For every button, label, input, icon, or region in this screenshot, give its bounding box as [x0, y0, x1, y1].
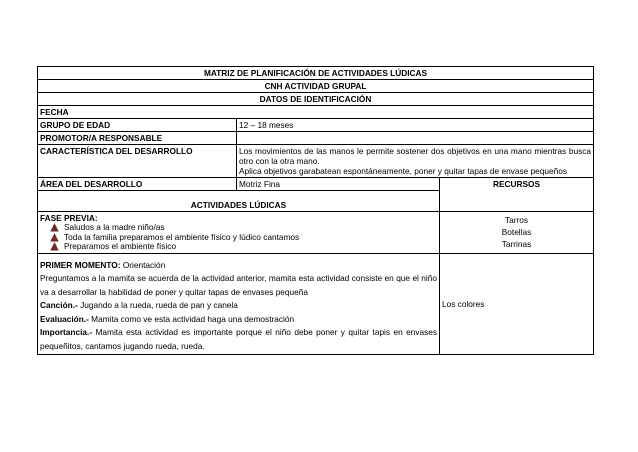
cancion-label: Canción.-: [40, 300, 78, 310]
grupo-row: [38, 119, 594, 132]
actividades-header: ACTIVIDADES LÚDICAS: [38, 191, 440, 212]
bullet-icon: [50, 233, 59, 242]
fase-previa-item: Preparamos el ambiente físico: [64, 241, 177, 251]
primer-momento-text: Preguntamos a la mamita se acuerda de la actividad anterior, mamita esta actividad consiste en que el niño va a desarrollar la habilidad de poner y quitar tapas de envases pequeña: [40, 273, 437, 297]
promotor-row: [38, 132, 594, 145]
primer-momento-title-suffix: Orientación: [120, 259, 166, 270]
matrix-subtitle: CNH ACTIVIDAD GRUPAL: [38, 80, 594, 93]
area-value: Motriz Fina: [237, 178, 440, 191]
cancion-text: Jugando a la rueda, rueda de pan y canela: [77, 300, 238, 310]
resource-item: Tarros: [504, 215, 529, 226]
primer-momento-row: [38, 253, 594, 355]
fecha-label: FECHA: [38, 106, 594, 119]
list-item: [50, 242, 437, 252]
fase-previa-item: Toda la familia preparamos el ambiente físico y lúdico cantamos: [64, 231, 300, 242]
promotor-value: [237, 132, 594, 145]
area-row: [38, 178, 594, 191]
primer-momento-resource: Los colores: [440, 253, 594, 355]
primer-momento-heading: [40, 259, 437, 273]
fase-previa-list: [40, 223, 437, 252]
evaluacion-text: Mamita como ve esta actividad haga una demostración: [88, 313, 295, 324]
fase-previa-title: FASE PREVIA:: [40, 213, 98, 223]
resource-item: Botellas: [501, 227, 532, 238]
grupo-edad-value: 12 – 18 meses: [237, 119, 594, 132]
resource-item: Tarrinas: [501, 239, 532, 250]
fase-previa-resources: [440, 212, 594, 254]
fecha-row: [38, 106, 594, 119]
importancia-text: Mamita esta actividad es importante porque el niño debe poner y quitar tapis en envases pequeñitos, cantamos jugando rueda, rueda.: [40, 327, 437, 351]
planning-matrix-table: [37, 66, 594, 355]
subtitle-row: [38, 80, 594, 93]
promotor-label: PROMOTOR/A RESPONSABLE: [38, 132, 237, 145]
primer-momento-title: PRIMER MOMENTO:: [40, 259, 121, 270]
fase-previa-cell: [38, 212, 440, 254]
area-label: ÁREA DEL DESARROLLO: [38, 178, 237, 191]
caracteristica-line-2: Aplica objetivos garabatean espontáneamente, poner y quitar tapas de envase pequeños: [239, 166, 567, 176]
importancia-line: [40, 326, 437, 353]
evaluacion-label: Evaluación.-: [40, 313, 89, 324]
primer-momento-cell: [38, 253, 440, 355]
caracteristica-line-1: Los movimientos de las manos le permite sostener dos objetivos en una mano mientras busca otro con la otra mano.: [239, 146, 591, 166]
fase-previa-item: Saludos a la madre niño/as: [64, 222, 165, 232]
cancion-line: [40, 299, 437, 313]
grupo-edad-label: GRUPO DE EDAD: [38, 119, 237, 132]
section-row: [38, 93, 594, 106]
caracteristica-value: [237, 145, 594, 178]
identification-section-title: DATOS DE IDENTIFICACIÓN: [38, 93, 594, 106]
matrix-title: MATRIZ DE PLANIFICACIÓN DE ACTIVIDADES LÚDICAS: [38, 67, 594, 80]
caracteristica-label: CARACTERÍSTICA DEL DESARROLLO: [38, 145, 237, 178]
recursos-header: RECURSOS: [440, 178, 594, 212]
title-row: [38, 67, 594, 80]
bullet-icon: [50, 223, 59, 232]
importancia-label: Importancia.-: [40, 327, 93, 337]
evaluacion-line: [40, 313, 437, 327]
bullet-icon: [50, 242, 59, 251]
fase-previa-row: [38, 212, 594, 254]
caracteristica-row: [38, 145, 594, 178]
